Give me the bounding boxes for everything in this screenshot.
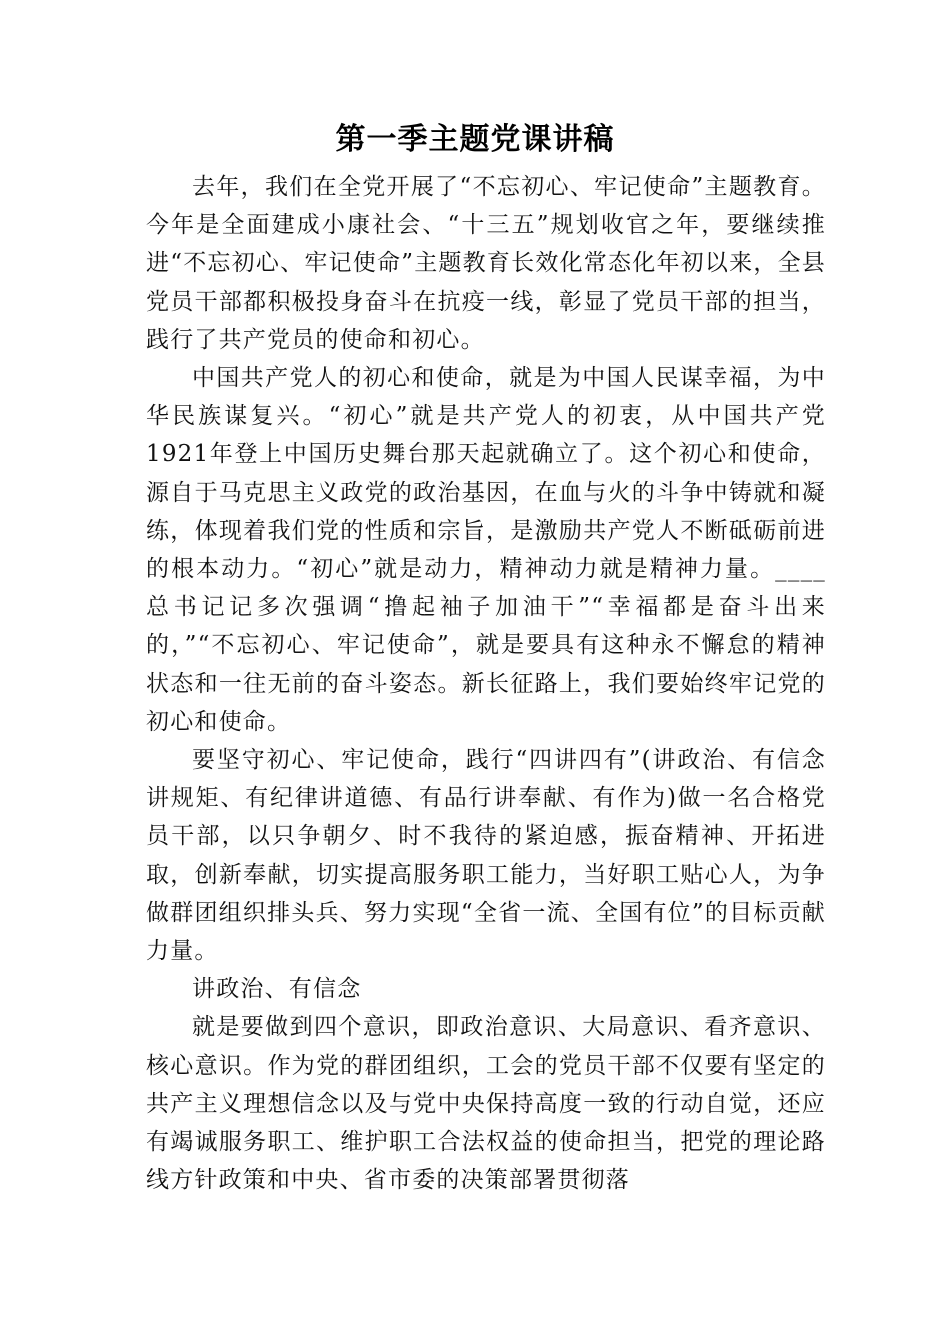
paragraph-four-talks: 要坚守初心、牢记使命，践行“四讲四有”(讲政治、有信念讲规矩、有纪律讲道德、有品行讲奉献、有作为)做一名合格党员干部，以只争朝夕、时不我待的紧迫感，振奋精神、开拓进取，创新奉献，切实提高服务职工能力，当好职工贴心人，为争做群团组织排头兵、努力实现“全省一流、全国有位”的目标贡献力量。 xyxy=(146,747,826,965)
paragraph-four-consciousness: 就是要做到四个意识，即政治意识、大局意识、看齐意识、核心意识。作为党的群团组织，工会的党员干部不仅要有坚定的共产主义理想信念以及与党中央保持高度一致的行动自觉，还应有竭诚服务职工、维护职工合法权益的使命担当，把党的理论路线方针政策和中央、省市委的决策部署贯彻落 xyxy=(146,1014,826,1194)
paragraph-intro: 去年，我们在全党开展了“不忘初心、牢记使命”主题教育。今年是全面建成小康社会、“十三五”规划收官之年，要继续推进“不忘初心、牢记使命”主题教育长效化常态化年初以来，全县党员干部都积极投身奋斗在抗疫一线，彰显了党员干部的担当，践行了共产党员的使命和初心。 xyxy=(146,174,826,353)
document-title: 第一季主题党课讲稿 xyxy=(335,122,615,157)
paragraph-original-mission: 中国共产党人的初心和使命，就是为中国人民谋幸福，为中华民族谋复兴。“初心”就是共产党人的初衷，从中国共产党1921年登上中国历史舞台那天起就确立了。这个初心和使命，源自于马克思主义政党的政治基因，在血与火的斗争中铸就和凝练，体现着我们党的性质和宗旨，是激励共产党人不断砥砺前进的根本动力。“初心”就是动力，精神动力就是精神力量。____总书记记多次强调“撸起袖子加油干”“幸福都是奋斗出来的，”“不忘初心、牢记使命”，就是要具有这种永不懈怠的精神状态和一往无前的奋斗姿态。新长征路上，我们要始终牢记党的初心和使命。 xyxy=(146,365,826,735)
section-heading-politics: 讲政治、有信念 xyxy=(192,976,362,1003)
document-body xyxy=(146,168,826,1199)
